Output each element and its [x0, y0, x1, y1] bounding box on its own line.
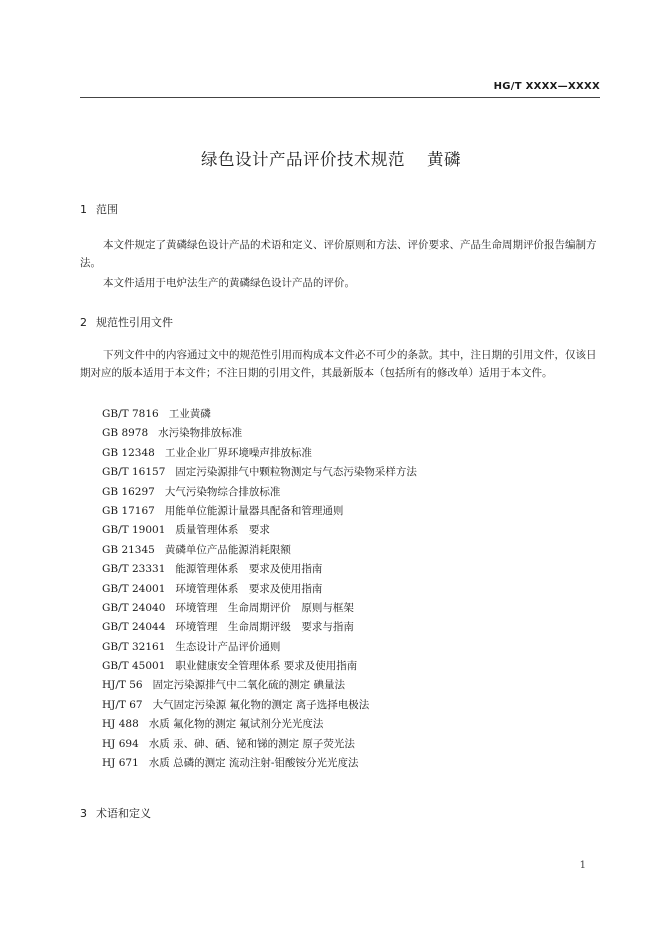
reference-item — [102, 735, 417, 754]
reference-item — [102, 405, 417, 424]
reference-item — [102, 599, 417, 618]
reference-item — [102, 580, 417, 599]
reference-code: GB/T 32161 — [102, 640, 166, 653]
reference-code: GB 21345 — [102, 543, 155, 556]
reference-item — [102, 541, 417, 560]
reference-item — [102, 560, 417, 579]
reference-item — [102, 754, 417, 773]
reference-item — [102, 657, 417, 676]
reference-item — [102, 715, 417, 734]
reference-name: 水质 氟化物的测定 氟试剂分光光度法 — [148, 718, 324, 731]
reference-code: HJ 694 — [102, 737, 139, 750]
reference-code: HJ 671 — [102, 757, 139, 770]
document-code: HG/T XXXX—XXXX — [493, 81, 600, 92]
reference-code: GB 8978 — [102, 427, 149, 440]
reference-item — [102, 502, 417, 521]
reference-name: 质量管理体系 要求 — [175, 524, 270, 537]
reference-code: GB/T 24001 — [102, 582, 166, 595]
document-title — [0, 146, 662, 170]
reference-name: 水质 总磷的测定 流动注射-钼酸铵分光光度法 — [148, 757, 359, 770]
reference-code: GB 12348 — [102, 446, 155, 459]
reference-item — [102, 676, 417, 695]
reference-code: GB 16297 — [102, 485, 155, 498]
section-2-number: 2 — [80, 316, 87, 329]
reference-item — [102, 638, 417, 657]
reference-name: 职业健康安全管理体系 要求及使用指南 — [175, 660, 358, 673]
section-1-number: 1 — [80, 203, 87, 216]
reference-name: 黄磷单位产品能源消耗限额 — [164, 543, 291, 556]
reference-code: HJ/T 56 — [102, 679, 143, 692]
title-main: 绿色设计产品评价技术规范 — [201, 150, 405, 169]
section-3-number: 3 — [80, 807, 87, 820]
section-1-heading — [80, 201, 118, 217]
section-2-title: 规范性引用文件 — [96, 316, 173, 329]
reference-name: 工业企业厂界环境噪声排放标准 — [164, 446, 312, 459]
reference-name: 工业黄磷 — [168, 408, 211, 420]
reference-name: 大气固定污染源 氟化物的测定 离子选择电极法 — [152, 698, 370, 711]
reference-code: GB/T 24044 — [102, 621, 166, 634]
reference-item — [102, 483, 417, 502]
reference-name: 能源管理体系 要求及使用指南 — [175, 563, 323, 576]
section-1-paragraph-1: 本文件规定了黄磷绿色设计产品的术语和定义、评价原则和方法、评价要求、产品生命周期评价报告编制方法。 — [80, 239, 597, 269]
reference-name: 环境管理 生命周期评级 要求与指南 — [175, 621, 354, 634]
reference-item — [102, 696, 417, 715]
reference-code: GB/T 45001 — [102, 660, 166, 673]
reference-item — [102, 618, 417, 637]
reference-code: HJ/T 67 — [102, 698, 143, 711]
section-1-title: 范围 — [96, 203, 118, 216]
reference-item — [102, 521, 417, 540]
reference-item — [102, 424, 417, 443]
section-3-heading — [80, 805, 151, 821]
header-rule — [80, 97, 600, 98]
reference-name: 水质 汞、砷、硒、铋和锑的测定 原子荧光法 — [148, 737, 355, 750]
reference-code: HJ 488 — [102, 718, 139, 731]
reference-code: GB/T 16157 — [102, 466, 166, 479]
reference-name: 水污染物排放标准 — [158, 427, 243, 440]
section-1-paragraph-2: 本文件适用于电炉法生产的黄磷绿色设计产品的评价。 — [103, 277, 355, 289]
reference-name: 环境管理体系 要求及使用指南 — [175, 582, 323, 595]
reference-code: GB/T 19001 — [102, 524, 166, 537]
reference-item — [102, 444, 417, 463]
reference-name: 用能单位能源计量器具配备和管理通则 — [164, 504, 344, 517]
reference-item — [102, 463, 417, 482]
page-number: 1 — [579, 860, 586, 871]
reference-name: 大气污染物综合排放标准 — [164, 485, 281, 498]
section-3-title: 术语和定义 — [96, 807, 151, 820]
reference-code: GB/T 24040 — [102, 601, 166, 614]
section-2-paragraph-1: 下列文件中的内容通过文中的规范性引用而构成本文件必不可少的条款。其中，注日期的引用文件，仅该日期对应的版本适用于本文件；不注日期的引用文件，其最新版本（包括所有的修改单）适用于本文件。 — [80, 349, 597, 379]
title-sub: 黄磷 — [427, 150, 461, 169]
normative-references-list — [102, 405, 417, 773]
reference-name: 固定污染源排气中颗粒物测定与气态污染物采样方法 — [175, 466, 417, 479]
section-2-heading — [80, 314, 173, 330]
reference-code: GB/T 23331 — [102, 563, 166, 576]
reference-code: GB/T 7816 — [102, 408, 159, 420]
reference-name: 环境管理 生命周期评价 原则与框架 — [175, 601, 354, 614]
reference-name: 生态设计产品评价通则 — [175, 640, 281, 653]
reference-code: GB 17167 — [102, 504, 155, 517]
reference-name: 固定污染源排气中二氧化硫的测定 碘量法 — [152, 679, 345, 692]
